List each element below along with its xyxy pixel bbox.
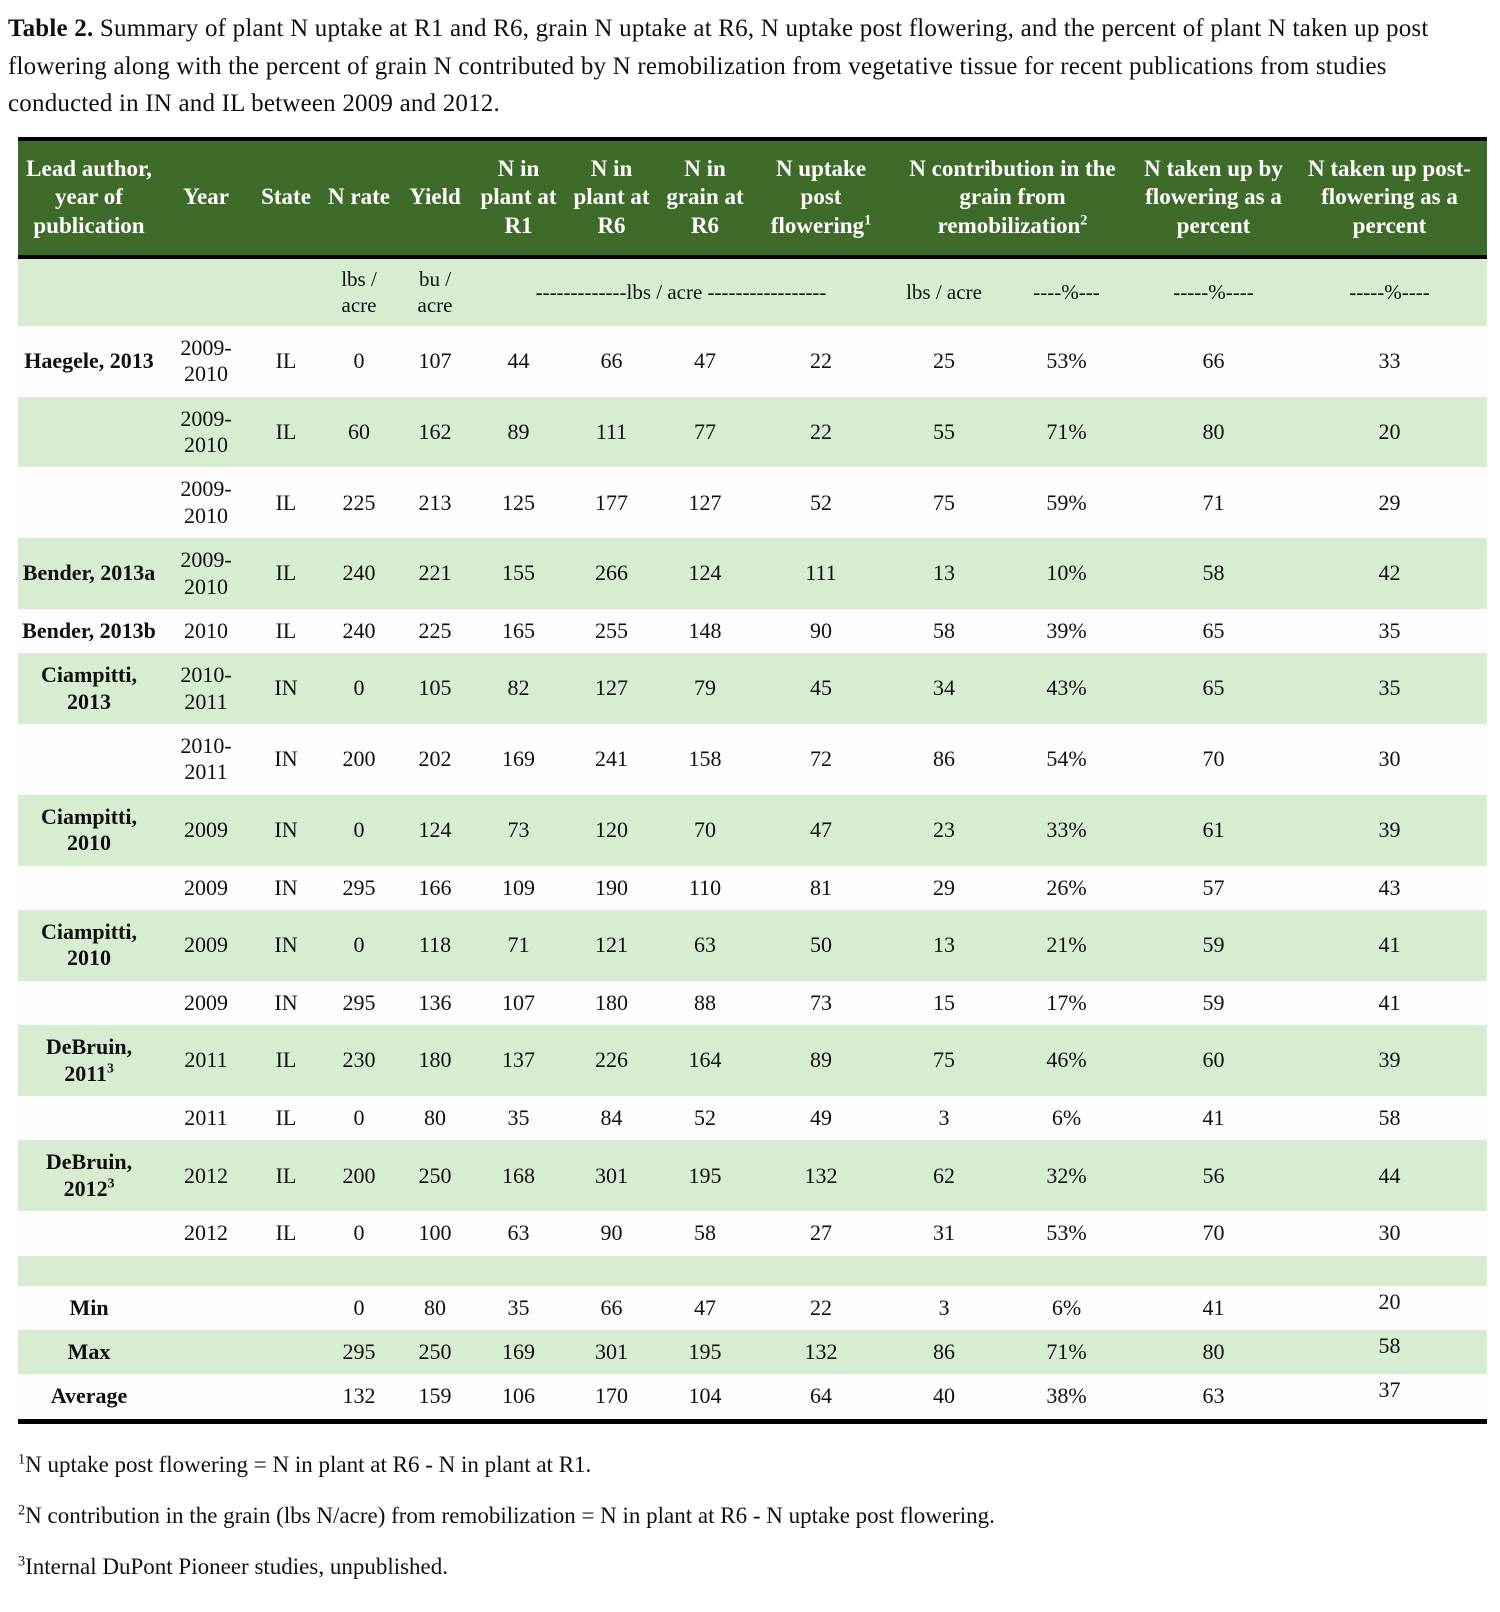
cell-contrib-pct: 21% [998, 910, 1135, 981]
cell-state: IL [252, 1211, 320, 1255]
units-pct-by-flowering: -----%---- [1135, 257, 1292, 325]
cell-contrib-lbs: 58 [890, 609, 998, 653]
cell-year [160, 1330, 252, 1374]
cell-n-plant-r6: 180 [565, 981, 658, 1025]
col-header-pct-by-flowering: N taken up by flowering as a percent [1135, 139, 1292, 258]
cell-n-grain-r6: 47 [658, 1286, 752, 1330]
caption-label: Table 2. [8, 15, 94, 42]
cell-n-grain-r6: 110 [658, 866, 752, 910]
cell-contrib-lbs: 62 [890, 1140, 998, 1211]
cell-pct-post-flowering: 30 [1292, 724, 1487, 795]
cell-pct-post-flowering: 33 [1292, 326, 1487, 397]
cell-contrib-lbs: 34 [890, 653, 998, 724]
cell-yield: 221 [398, 538, 472, 609]
cell-n-plant-r1: 109 [472, 866, 565, 910]
units-contrib-pct: ----%--- [998, 257, 1135, 325]
cell-contrib-lbs: 86 [890, 1330, 998, 1374]
cell-yield: 80 [398, 1286, 472, 1330]
cell-n-rate: 240 [320, 609, 398, 653]
table-row [18, 326, 1487, 397]
cell-state: IN [252, 795, 320, 866]
cell-contrib-pct: 46% [998, 1025, 1135, 1096]
col-header-n-plant-r1: N in plant at R1 [472, 139, 565, 258]
cell-author: Ciampitti, 2010 [18, 795, 160, 866]
cell-pct-by-flowering: 60 [1135, 1025, 1292, 1096]
cell-n-grain-r6: 127 [658, 467, 752, 538]
cell-pct-by-flowering: 58 [1135, 538, 1292, 609]
cell-contrib-lbs: 31 [890, 1211, 998, 1255]
cell-n-plant-r6: 66 [565, 326, 658, 397]
cell-pct-by-flowering: 41 [1135, 1286, 1292, 1330]
cell-n-rate: 295 [320, 1330, 398, 1374]
cell-contrib-pct: 71% [998, 397, 1135, 468]
cell-contrib-lbs: 29 [890, 866, 998, 910]
cell-n-grain-r6: 77 [658, 397, 752, 468]
cell-n-plant-r1: 35 [472, 1096, 565, 1140]
cell-n-plant-r1: 73 [472, 795, 565, 866]
cell-contrib-pct: 39% [998, 609, 1135, 653]
units-contrib-lbs: lbs / acre [890, 257, 998, 325]
cell-pct-by-flowering: 71 [1135, 467, 1292, 538]
cell-pct-by-flowering: 80 [1135, 397, 1292, 468]
cell-year [160, 1374, 252, 1421]
cell-n-plant-r1: 169 [472, 724, 565, 795]
units-row [18, 257, 1487, 325]
cell-state [252, 1286, 320, 1330]
cell-n-grain-r6: 158 [658, 724, 752, 795]
cell-year: 2010-2011 [160, 653, 252, 724]
cell-yield: 159 [398, 1374, 472, 1421]
cell-year: 2010-2011 [160, 724, 252, 795]
cell-n-plant-r6: 177 [565, 467, 658, 538]
cell-author: Min [18, 1286, 160, 1330]
cell-n-plant-r6: 127 [565, 653, 658, 724]
table-row [18, 653, 1487, 724]
cell-n-grain-r6: 148 [658, 609, 752, 653]
footnote-marker: 2 [18, 1501, 26, 1518]
table-row [18, 910, 1487, 981]
cell-n-plant-r6: 90 [565, 1211, 658, 1255]
cell-pct-post-flowering: 35 [1292, 609, 1487, 653]
cell-year: 2009-2010 [160, 538, 252, 609]
cell-n-rate: 0 [320, 1211, 398, 1255]
cell-n-uptake-post: 52 [752, 467, 890, 538]
summary-row [18, 1330, 1487, 1374]
summary-row [18, 1374, 1487, 1421]
table-row [18, 981, 1487, 1025]
cell-n-uptake-post: 81 [752, 866, 890, 910]
cell-n-grain-r6: 195 [658, 1140, 752, 1211]
footnote-marker: 1 [18, 1451, 26, 1468]
cell-author [18, 866, 160, 910]
cell-contrib-pct: 54% [998, 724, 1135, 795]
cell-contrib-lbs: 23 [890, 795, 998, 866]
cell-pct-by-flowering: 59 [1135, 910, 1292, 981]
col-header-state: State [252, 139, 320, 258]
cell-contrib-pct: 6% [998, 1096, 1135, 1140]
cell-n-rate: 200 [320, 1140, 398, 1211]
cell-n-rate: 200 [320, 724, 398, 795]
cell-n-plant-r1: 71 [472, 910, 565, 981]
units-n-rate: lbs / acre [320, 257, 398, 325]
cell-n-plant-r1: 107 [472, 981, 565, 1025]
table-row [18, 1025, 1487, 1096]
cell-n-rate: 225 [320, 467, 398, 538]
cell-n-rate: 0 [320, 1286, 398, 1330]
cell-yield: 250 [398, 1330, 472, 1374]
cell-n-grain-r6: 52 [658, 1096, 752, 1140]
cell-author [18, 1211, 160, 1255]
cell-n-rate: 295 [320, 981, 398, 1025]
cell-year: 2010 [160, 609, 252, 653]
col-header-author: Lead author, year of publication [18, 139, 160, 258]
cell-n-plant-r6: 190 [565, 866, 658, 910]
cell-year: 2012 [160, 1211, 252, 1255]
footnote-marker: 3 [18, 1552, 26, 1569]
cell-n-rate: 0 [320, 326, 398, 397]
cell-pct-by-flowering: 65 [1135, 609, 1292, 653]
cell-yield: 136 [398, 981, 472, 1025]
cell-n-uptake-post: 73 [752, 981, 890, 1025]
cell-contrib-pct: 6% [998, 1286, 1135, 1330]
cell-n-rate: 240 [320, 538, 398, 609]
cell-author: DeBruin, 2011$^3$ [18, 1025, 160, 1096]
cell-author: Bender, 2013a [18, 538, 160, 609]
cell-n-plant-r1: 63 [472, 1211, 565, 1255]
cell-author [18, 1096, 160, 1140]
cell-year: 2009 [160, 910, 252, 981]
cell-year: 2009-2010 [160, 397, 252, 468]
cell-contrib-pct: 53% [998, 326, 1135, 397]
cell-pct-by-flowering: 61 [1135, 795, 1292, 866]
cell-n-uptake-post: 132 [752, 1330, 890, 1374]
table-row [18, 1211, 1487, 1255]
cell-pct-post-flowering: 30 [1292, 1211, 1487, 1255]
footnote-text: N contribution in the grain (lbs N/acre) from remobilization = N in plant at R6 - N uptake post flowering. [25, 1502, 995, 1528]
cell-n-grain-r6: 58 [658, 1211, 752, 1255]
cell-pct-post-flowering: 39 [1292, 795, 1487, 866]
summary-row [18, 1286, 1487, 1330]
cell-contrib-lbs: 25 [890, 326, 998, 397]
cell-n-plant-r6: 266 [565, 538, 658, 609]
table-row [18, 538, 1487, 609]
col-header-year: Year [160, 139, 252, 258]
cell-n-uptake-post: 22 [752, 1286, 890, 1330]
units-state-blank [252, 257, 320, 325]
cell-pct-post-flowering: 41 [1292, 981, 1487, 1025]
cell-contrib-pct: 32% [998, 1140, 1135, 1211]
cell-contrib-pct: 43% [998, 653, 1135, 724]
footnote-marker: 1 [864, 212, 872, 229]
cell-n-uptake-post: 72 [752, 724, 890, 795]
cell-pct-post-flowering: 35 [1292, 653, 1487, 724]
cell-n-plant-r1: 44 [472, 326, 565, 397]
cell-n-uptake-post: 50 [752, 910, 890, 981]
cell-yield: 124 [398, 795, 472, 866]
cell-n-uptake-post: 89 [752, 1025, 890, 1096]
cell-n-rate: 0 [320, 795, 398, 866]
cell-pct-by-flowering: 66 [1135, 326, 1292, 397]
cell-state: IL [252, 326, 320, 397]
cell-n-plant-r6: 120 [565, 795, 658, 866]
cell-pct-post-flowering: 20 [1292, 397, 1487, 468]
cell-n-uptake-post: 27 [752, 1211, 890, 1255]
cell-pct-post-flowering: 43 [1292, 866, 1487, 910]
cell-n-rate: 0 [320, 1096, 398, 1140]
cell-author [18, 397, 160, 468]
cell-state: IN [252, 724, 320, 795]
table-row [18, 724, 1487, 795]
col-header-pct-post-flowering: N taken up post-flowering as a percent [1292, 139, 1487, 258]
cell-year: 2009-2010 [160, 326, 252, 397]
cell-n-rate: 60 [320, 397, 398, 468]
cell-pct-by-flowering: 70 [1135, 724, 1292, 795]
cell-n-plant-r6: 241 [565, 724, 658, 795]
table-row [18, 467, 1487, 538]
table-row [18, 1140, 1487, 1211]
cell-n-plant-r6: 226 [565, 1025, 658, 1096]
caption-text: Summary of plant N uptake at R1 and R6, grain N uptake at R6, N uptake post flowering, and the percent of plant N taken up post flowering along with the percent of grain N contributed by N remobilization from vegetative tissue for recent publications from studies conducted in IN and IL between 2009 and 2012. [8, 15, 1429, 117]
spacer-row [18, 1256, 1487, 1286]
cell-contrib-pct: 38% [998, 1374, 1135, 1421]
cell-pct-post-flowering: 20 [1292, 1286, 1487, 1330]
footnote [18, 1450, 1494, 1480]
cell-yield: 250 [398, 1140, 472, 1211]
cell-n-grain-r6: 47 [658, 326, 752, 397]
cell-n-uptake-post: 45 [752, 653, 890, 724]
col-header-n-rate: N rate [320, 139, 398, 258]
cell-n-rate: 230 [320, 1025, 398, 1096]
cell-yield: 118 [398, 910, 472, 981]
cell-pct-by-flowering: 57 [1135, 866, 1292, 910]
cell-n-plant-r1: 82 [472, 653, 565, 724]
cell-pct-post-flowering: 41 [1292, 910, 1487, 981]
cell-contrib-lbs: 15 [890, 981, 998, 1025]
cell-n-plant-r6: 301 [565, 1330, 658, 1374]
cell-author: Haegele, 2013 [18, 326, 160, 397]
table-row [18, 1096, 1487, 1140]
cell-contrib-lbs: 86 [890, 724, 998, 795]
units-author-blank [18, 257, 160, 325]
footnote-marker: 3 [106, 1060, 114, 1076]
cell-yield: 202 [398, 724, 472, 795]
cell-n-grain-r6: 104 [658, 1374, 752, 1421]
cell-author [18, 467, 160, 538]
cell-contrib-pct: 71% [998, 1330, 1135, 1374]
col-header-n-grain-r6: N in grain at R6 [658, 139, 752, 258]
cell-n-grain-r6: 79 [658, 653, 752, 724]
cell-pct-by-flowering: 65 [1135, 653, 1292, 724]
cell-contrib-lbs: 3 [890, 1096, 998, 1140]
cell-n-grain-r6: 124 [658, 538, 752, 609]
cell-pct-by-flowering: 59 [1135, 981, 1292, 1025]
cell-n-rate: 132 [320, 1374, 398, 1421]
cell-state: IL [252, 1096, 320, 1140]
cell-contrib-pct: 53% [998, 1211, 1135, 1255]
cell-pct-post-flowering: 58 [1292, 1330, 1487, 1374]
cell-state: IL [252, 538, 320, 609]
cell-n-rate: 295 [320, 866, 398, 910]
cell-pct-by-flowering: 63 [1135, 1374, 1292, 1421]
col-header-yield: Yield [398, 139, 472, 258]
cell-year: 2011 [160, 1096, 252, 1140]
cell-n-rate: 0 [320, 653, 398, 724]
cell-n-plant-r6: 255 [565, 609, 658, 653]
cell-n-uptake-post: 22 [752, 397, 890, 468]
cell-n-uptake-post: 64 [752, 1374, 890, 1421]
cell-state [252, 1330, 320, 1374]
cell-n-plant-r1: 168 [472, 1140, 565, 1211]
cell-n-uptake-post: 47 [752, 795, 890, 866]
cell-yield: 80 [398, 1096, 472, 1140]
footnote-marker: 2 [1080, 212, 1088, 229]
cell-state: IN [252, 981, 320, 1025]
cell-pct-post-flowering: 42 [1292, 538, 1487, 609]
cell-state: IL [252, 1140, 320, 1211]
cell-pct-post-flowering: 29 [1292, 467, 1487, 538]
cell-n-grain-r6: 70 [658, 795, 752, 866]
footnote-text: Internal DuPont Pioneer studies, unpublished. [25, 1553, 449, 1579]
cell-n-plant-r6: 111 [565, 397, 658, 468]
cell-state: IL [252, 609, 320, 653]
cell-author: Ciampitti, 2013 [18, 653, 160, 724]
cell-year: 2009 [160, 795, 252, 866]
cell-yield: 105 [398, 653, 472, 724]
cell-state: IL [252, 1025, 320, 1096]
cell-n-plant-r6: 121 [565, 910, 658, 981]
cell-yield: 213 [398, 467, 472, 538]
footnote [18, 1501, 1494, 1531]
cell-state: IN [252, 910, 320, 981]
cell-n-grain-r6: 63 [658, 910, 752, 981]
cell-yield: 225 [398, 609, 472, 653]
cell-yield: 166 [398, 866, 472, 910]
table-row [18, 795, 1487, 866]
cell-pct-by-flowering: 80 [1135, 1330, 1292, 1374]
cell-pct-post-flowering: 37 [1292, 1374, 1487, 1421]
data-table [18, 137, 1487, 1424]
cell-year: 2009 [160, 981, 252, 1025]
cell-n-plant-r6: 84 [565, 1096, 658, 1140]
cell-n-uptake-post: 49 [752, 1096, 890, 1140]
cell-contrib-lbs: 3 [890, 1286, 998, 1330]
cell-n-uptake-post: 22 [752, 326, 890, 397]
units-yield: bu / acre [398, 257, 472, 325]
cell-state [252, 1374, 320, 1421]
cell-pct-by-flowering: 41 [1135, 1096, 1292, 1140]
col-header-n-contribution: N contribution in the grain from remobilization$^2$ [890, 139, 1135, 258]
cell-n-plant-r1: 125 [472, 467, 565, 538]
cell-author: Bender, 2013b [18, 609, 160, 653]
cell-yield: 162 [398, 397, 472, 468]
cell-yield: 100 [398, 1211, 472, 1255]
cell-author [18, 724, 160, 795]
table-row [18, 397, 1487, 468]
col-header-n-uptake-post: N uptake post flowering$^1$ [752, 139, 890, 258]
cell-author: Ciampitti, 2010 [18, 910, 160, 981]
cell-contrib-pct: 59% [998, 467, 1135, 538]
col-header-n-plant-r6: N in plant at R6 [565, 139, 658, 258]
cell-n-grain-r6: 88 [658, 981, 752, 1025]
cell-contrib-pct: 10% [998, 538, 1135, 609]
cell-n-uptake-post: 90 [752, 609, 890, 653]
cell-author: DeBruin, 2012$^3$ [18, 1140, 160, 1211]
cell-n-plant-r1: 35 [472, 1286, 565, 1330]
cell-state: IL [252, 397, 320, 468]
cell-contrib-lbs: 55 [890, 397, 998, 468]
units-pct-post-flowering: -----%---- [1292, 257, 1487, 325]
units-lbs-acre-span: -------------lbs / acre ----------------- [472, 257, 890, 325]
table-row [18, 609, 1487, 653]
footnote-text: N uptake post flowering = N in plant at R6 - N in plant at R1. [25, 1451, 592, 1477]
cell-contrib-lbs: 13 [890, 538, 998, 609]
cell-n-uptake-post: 111 [752, 538, 890, 609]
cell-year: 2011 [160, 1025, 252, 1096]
cell-author [18, 981, 160, 1025]
cell-year [160, 1286, 252, 1330]
header-row [18, 139, 1487, 258]
cell-state: IN [252, 653, 320, 724]
cell-author: Average [18, 1374, 160, 1421]
cell-contrib-lbs: 13 [890, 910, 998, 981]
cell-contrib-pct: 33% [998, 795, 1135, 866]
cell-n-plant-r1: 155 [472, 538, 565, 609]
cell-pct-post-flowering: 58 [1292, 1096, 1487, 1140]
cell-yield: 107 [398, 326, 472, 397]
cell-n-plant-r1: 89 [472, 397, 565, 468]
cell-n-grain-r6: 164 [658, 1025, 752, 1096]
table-row [18, 866, 1487, 910]
cell-n-rate: 0 [320, 910, 398, 981]
cell-year: 2012 [160, 1140, 252, 1211]
cell-n-plant-r1: 165 [472, 609, 565, 653]
cell-n-uptake-post: 132 [752, 1140, 890, 1211]
units-year-blank [160, 257, 252, 325]
cell-yield: 180 [398, 1025, 472, 1096]
cell-state: IN [252, 866, 320, 910]
cell-year: 2009 [160, 866, 252, 910]
cell-n-plant-r6: 66 [565, 1286, 658, 1330]
cell-n-plant-r6: 170 [565, 1374, 658, 1421]
cell-contrib-lbs: 75 [890, 1025, 998, 1096]
cell-n-plant-r1: 169 [472, 1330, 565, 1374]
cell-pct-post-flowering: 39 [1292, 1025, 1487, 1096]
footnotes [18, 1450, 1494, 1582]
cell-n-plant-r1: 137 [472, 1025, 565, 1096]
cell-n-grain-r6: 195 [658, 1330, 752, 1374]
cell-pct-post-flowering: 44 [1292, 1140, 1487, 1211]
cell-state: IL [252, 467, 320, 538]
cell-author: Max [18, 1330, 160, 1374]
cell-n-plant-r6: 301 [565, 1140, 658, 1211]
cell-contrib-pct: 17% [998, 981, 1135, 1025]
spacer-cell [18, 1256, 1487, 1286]
cell-contrib-lbs: 40 [890, 1374, 998, 1421]
cell-contrib-lbs: 75 [890, 467, 998, 538]
footnote [18, 1552, 1494, 1582]
footnote-marker: 3 [107, 1175, 115, 1191]
cell-year: 2009-2010 [160, 467, 252, 538]
cell-pct-by-flowering: 70 [1135, 1211, 1292, 1255]
cell-pct-by-flowering: 56 [1135, 1140, 1292, 1211]
cell-n-plant-r1: 106 [472, 1374, 565, 1421]
table-caption [8, 10, 1490, 123]
cell-contrib-pct: 26% [998, 866, 1135, 910]
